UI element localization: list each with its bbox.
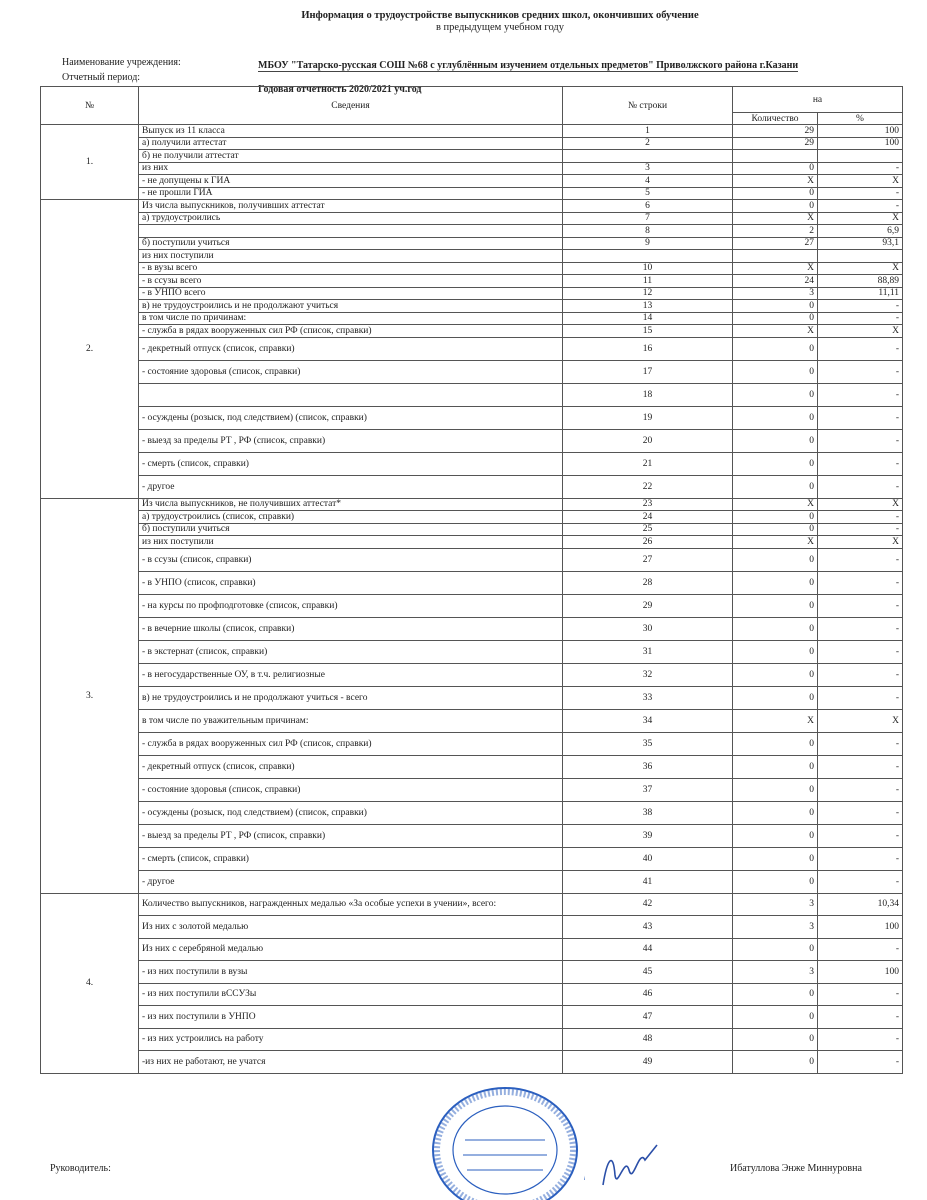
row-quantity: 0: [733, 663, 818, 686]
row-percent: -: [818, 429, 903, 452]
row-number: 36: [563, 755, 733, 778]
row-quantity: 0: [733, 983, 818, 1006]
row-quantity: 0: [733, 475, 818, 498]
table-row: [41, 275, 903, 288]
row-quantity: X: [733, 175, 818, 188]
row-description: - служба в рядах вооруженных сил РФ (список, справки): [139, 325, 563, 338]
row-percent: -: [818, 511, 903, 524]
row-quantity: X: [733, 709, 818, 732]
row-quantity: 24: [733, 275, 818, 288]
row-number: 26: [563, 536, 733, 549]
row-quantity: 0: [733, 801, 818, 824]
table-row: [41, 594, 903, 617]
row-number: [563, 250, 733, 263]
row-quantity: 3: [733, 961, 818, 984]
row-description: в) не трудоустроились и не продолжают учиться - всего: [139, 686, 563, 709]
row-quantity: 0: [733, 162, 818, 175]
period-value: Годовая отчетность 2020/2021 уч.год: [258, 84, 422, 95]
row-percent: -: [818, 801, 903, 824]
row-quantity: 0: [733, 824, 818, 847]
col-header-qty: Количество: [733, 113, 818, 125]
row-number: 1: [563, 125, 733, 138]
table-row: [41, 300, 903, 313]
row-number: 3: [563, 162, 733, 175]
row-percent: -: [818, 406, 903, 429]
row-quantity: 29: [733, 137, 818, 150]
row-percent: -: [818, 300, 903, 313]
row-quantity: 0: [733, 571, 818, 594]
row-number: 35: [563, 732, 733, 755]
row-percent: X: [818, 325, 903, 338]
row-number: 6: [563, 200, 733, 213]
row-quantity: 0: [733, 1051, 818, 1074]
row-percent: X: [818, 498, 903, 511]
director-name: Ибатуллова Энже Миннуровна: [730, 1163, 862, 1174]
row-number: 32: [563, 663, 733, 686]
row-description: Из них с серебряной медалью: [139, 938, 563, 961]
row-number: 21: [563, 452, 733, 475]
row-quantity: 3: [733, 893, 818, 916]
row-quantity: 2: [733, 225, 818, 238]
row-percent: 88,89: [818, 275, 903, 288]
section-number: 1.: [41, 125, 139, 200]
row-description: в) не трудоустроились и не продолжают учиться: [139, 300, 563, 313]
row-number: 33: [563, 686, 733, 709]
row-quantity: [733, 250, 818, 263]
table-row: [41, 617, 903, 640]
row-percent: 100: [818, 916, 903, 939]
table-row: [41, 360, 903, 383]
row-description: из них поступили: [139, 536, 563, 549]
table-row: [41, 523, 903, 536]
row-number: 40: [563, 847, 733, 870]
row-description: - не прошли ГИА: [139, 187, 563, 200]
row-description: -из них не работают, не учатся: [139, 1051, 563, 1074]
director-signature: [595, 1140, 665, 1195]
row-number: 28: [563, 571, 733, 594]
row-percent: 100: [818, 961, 903, 984]
row-description: - состояние здоровья (список, справки): [139, 778, 563, 801]
row-description: в том числе по причинам:: [139, 312, 563, 325]
row-quantity: [733, 150, 818, 163]
row-description: - в негосударственные ОУ, в т.ч. религиозные: [139, 663, 563, 686]
row-quantity: 0: [733, 640, 818, 663]
employment-table: [40, 86, 903, 1074]
row-number: 43: [563, 916, 733, 939]
table-row: [41, 175, 903, 188]
col-header-num: №: [41, 87, 139, 125]
row-quantity: X: [733, 498, 818, 511]
row-number: 47: [563, 1006, 733, 1029]
table-row: [41, 1028, 903, 1051]
row-description: - в УНПО всего: [139, 287, 563, 300]
table-row: [41, 640, 903, 663]
row-quantity: 0: [733, 429, 818, 452]
row-percent: -: [818, 686, 903, 709]
row-description: - в УНПО (список, справки): [139, 571, 563, 594]
row-description: - в ссузы всего: [139, 275, 563, 288]
row-quantity: 0: [733, 755, 818, 778]
row-description: - в ссузы (список, справки): [139, 548, 563, 571]
row-number: 19: [563, 406, 733, 429]
row-number: 34: [563, 709, 733, 732]
table-row: [41, 571, 903, 594]
row-quantity: 0: [733, 360, 818, 383]
row-description: - служба в рядах вооруженных сил РФ (список, справки): [139, 732, 563, 755]
row-number: 4: [563, 175, 733, 188]
table-row: [41, 663, 903, 686]
row-percent: [818, 150, 903, 163]
row-percent: -: [818, 870, 903, 893]
row-quantity: 0: [733, 617, 818, 640]
row-description: Из числа выпускников, не получивших аттестат*: [139, 498, 563, 511]
row-quantity: 27: [733, 237, 818, 250]
section-number: 4.: [41, 893, 139, 1073]
table-row: [41, 312, 903, 325]
row-quantity: 0: [733, 406, 818, 429]
table-row: [41, 548, 903, 571]
row-number: 17: [563, 360, 733, 383]
table-row: [41, 511, 903, 524]
row-number: 48: [563, 1028, 733, 1051]
row-number: 41: [563, 870, 733, 893]
row-percent: [818, 250, 903, 263]
row-number: 46: [563, 983, 733, 1006]
row-description: - другое: [139, 870, 563, 893]
table-row: [41, 824, 903, 847]
row-description: из них поступили: [139, 250, 563, 263]
row-percent: -: [818, 824, 903, 847]
row-percent: -: [818, 571, 903, 594]
row-percent: -: [818, 452, 903, 475]
table-row: [41, 983, 903, 1006]
table-row: [41, 916, 903, 939]
table-row: [41, 325, 903, 338]
row-percent: -: [818, 663, 903, 686]
row-description: Количество выпускников, награжденных медалью «За особые успехи в учении», всего:: [139, 893, 563, 916]
row-description: б) поступили учиться: [139, 237, 563, 250]
row-number: 24: [563, 511, 733, 524]
row-percent: 11,11: [818, 287, 903, 300]
school-stamp: [425, 1080, 585, 1200]
row-description: из них: [139, 162, 563, 175]
row-percent: -: [818, 755, 903, 778]
row-number: 30: [563, 617, 733, 640]
row-number: 2: [563, 137, 733, 150]
row-percent: 6,9: [818, 225, 903, 238]
row-quantity: 0: [733, 1028, 818, 1051]
row-percent: -: [818, 383, 903, 406]
row-percent: X: [818, 709, 903, 732]
col-header-info: Сведения: [139, 87, 563, 125]
table-row: [41, 1006, 903, 1029]
row-description: - в вузы всего: [139, 262, 563, 275]
row-description: - смерть (список, справки): [139, 452, 563, 475]
table-row: [41, 498, 903, 511]
row-description: б) не получили аттестат: [139, 150, 563, 163]
row-quantity: 0: [733, 383, 818, 406]
row-quantity: 0: [733, 548, 818, 571]
row-description: [139, 225, 563, 238]
row-quantity: 0: [733, 187, 818, 200]
row-number: 10: [563, 262, 733, 275]
table-row: [41, 406, 903, 429]
institution-value: МБОУ "Татарско-русская СОШ №68 с углублённым изучением отдельных предметов" Приволжского района г.Казани: [258, 60, 799, 71]
document-title-line2: в предыдущем учебном году: [435, 22, 565, 33]
row-number: 11: [563, 275, 733, 288]
table-row: [41, 337, 903, 360]
row-number: 42: [563, 893, 733, 916]
row-percent: 100: [818, 137, 903, 150]
row-description: - выезд за пределы РТ , РФ (список, справки): [139, 429, 563, 452]
row-percent: -: [818, 617, 903, 640]
row-description: Из числа выпускников, получивших аттестат: [139, 200, 563, 213]
row-number: 16: [563, 337, 733, 360]
row-quantity: 0: [733, 938, 818, 961]
row-percent: 100: [818, 125, 903, 138]
row-quantity: 0: [733, 452, 818, 475]
row-number: 14: [563, 312, 733, 325]
row-percent: -: [818, 938, 903, 961]
row-quantity: 0: [733, 523, 818, 536]
row-description: - не допущены к ГИА: [139, 175, 563, 188]
row-description: - выезд за пределы РТ , РФ (список, справки): [139, 824, 563, 847]
row-number: 38: [563, 801, 733, 824]
col-header-pct: %: [818, 113, 903, 125]
row-number: 8: [563, 225, 733, 238]
row-percent: -: [818, 983, 903, 1006]
institution-label: Наименование учреждения:: [62, 57, 181, 68]
row-percent: -: [818, 594, 903, 617]
table-row: [41, 237, 903, 250]
row-quantity: 0: [733, 732, 818, 755]
row-percent: -: [818, 337, 903, 360]
row-number: 20: [563, 429, 733, 452]
row-percent: -: [818, 162, 903, 175]
row-percent: X: [818, 175, 903, 188]
table-row: [41, 847, 903, 870]
row-description: - из них поступили в УНПО: [139, 1006, 563, 1029]
row-percent: -: [818, 1006, 903, 1029]
row-quantity: 0: [733, 312, 818, 325]
row-percent: -: [818, 847, 903, 870]
row-percent: X: [818, 212, 903, 225]
row-quantity: 0: [733, 337, 818, 360]
row-description: - из них устроились на работу: [139, 1028, 563, 1051]
table-row: [41, 212, 903, 225]
row-quantity: 0: [733, 870, 818, 893]
table-row: [41, 893, 903, 916]
table-row: [41, 1051, 903, 1074]
row-percent: -: [818, 732, 903, 755]
table-row: [41, 200, 903, 213]
row-number: 29: [563, 594, 733, 617]
row-quantity: X: [733, 325, 818, 338]
row-percent: -: [818, 778, 903, 801]
document-title-line1: Информация о трудоустройстве выпускников средних школ, окончивших обучение: [301, 10, 699, 21]
row-number: 44: [563, 938, 733, 961]
table-row: [41, 452, 903, 475]
row-percent: X: [818, 262, 903, 275]
table-row: [41, 961, 903, 984]
col-header-row: № строки: [563, 87, 733, 125]
row-description: - декретный отпуск (список, справки): [139, 337, 563, 360]
row-description: Выпуск из 11 класса: [139, 125, 563, 138]
row-percent: 93,1: [818, 237, 903, 250]
row-quantity: X: [733, 212, 818, 225]
row-quantity: 0: [733, 686, 818, 709]
row-number: 22: [563, 475, 733, 498]
table-row: [41, 755, 903, 778]
row-quantity: 0: [733, 594, 818, 617]
table-row: [41, 475, 903, 498]
row-quantity: 3: [733, 287, 818, 300]
row-percent: -: [818, 187, 903, 200]
row-number: 9: [563, 237, 733, 250]
row-description: а) трудоустроились (список, справки): [139, 511, 563, 524]
row-description: - смерть (список, справки): [139, 847, 563, 870]
table-row: [41, 709, 903, 732]
row-quantity: 0: [733, 778, 818, 801]
row-percent: -: [818, 1028, 903, 1051]
table-row: [41, 187, 903, 200]
row-number: 15: [563, 325, 733, 338]
row-percent: -: [818, 523, 903, 536]
row-percent: -: [818, 360, 903, 383]
table-row: [41, 125, 903, 138]
row-percent: X: [818, 536, 903, 549]
row-number: 39: [563, 824, 733, 847]
table-row: [41, 162, 903, 175]
table-row: [41, 801, 903, 824]
table-row: [41, 778, 903, 801]
row-description: - декретный отпуск (список, справки): [139, 755, 563, 778]
row-description: - состояние здоровья (список, справки): [139, 360, 563, 383]
col-header-na: на: [733, 87, 903, 113]
row-description: в том числе по уважительным причинам:: [139, 709, 563, 732]
row-number: 27: [563, 548, 733, 571]
table-row: [41, 732, 903, 755]
row-quantity: 0: [733, 511, 818, 524]
row-number: 7: [563, 212, 733, 225]
row-quantity: 0: [733, 1006, 818, 1029]
table-row: [41, 536, 903, 549]
row-description: а) получили аттестат: [139, 137, 563, 150]
row-quantity: 0: [733, 300, 818, 313]
row-quantity: 29: [733, 125, 818, 138]
row-quantity: X: [733, 536, 818, 549]
section-number: 3.: [41, 498, 139, 893]
row-percent: -: [818, 640, 903, 663]
row-description: - из них поступили вССУЗы: [139, 983, 563, 1006]
table-row: [41, 870, 903, 893]
table-row: [41, 383, 903, 406]
row-description: [139, 383, 563, 406]
table-row: [41, 429, 903, 452]
row-quantity: 0: [733, 847, 818, 870]
table-row: [41, 262, 903, 275]
row-quantity: 3: [733, 916, 818, 939]
section-number: 2.: [41, 200, 139, 499]
table-row: [41, 686, 903, 709]
row-description: - осуждены (розыск, под следствием) (список, справки): [139, 801, 563, 824]
row-number: 12: [563, 287, 733, 300]
row-description: - другое: [139, 475, 563, 498]
period-label: Отчетный период:: [62, 72, 141, 83]
table-row: [41, 150, 903, 163]
row-percent: -: [818, 475, 903, 498]
row-number: 18: [563, 383, 733, 406]
row-quantity: X: [733, 262, 818, 275]
row-quantity: 0: [733, 200, 818, 213]
table-row: [41, 287, 903, 300]
row-number: 25: [563, 523, 733, 536]
row-description: - из них поступили в вузы: [139, 961, 563, 984]
row-percent: 10,34: [818, 893, 903, 916]
row-percent: -: [818, 312, 903, 325]
row-percent: -: [818, 548, 903, 571]
row-description: б) поступили учиться: [139, 523, 563, 536]
row-percent: -: [818, 200, 903, 213]
row-number: 13: [563, 300, 733, 313]
row-number: 37: [563, 778, 733, 801]
director-label: Руководитель:: [50, 1163, 111, 1174]
row-description: - на курсы по профподготовке (список, справки): [139, 594, 563, 617]
table-row: [41, 938, 903, 961]
table-row: [41, 137, 903, 150]
row-number: [563, 150, 733, 163]
table-row: [41, 250, 903, 263]
row-description: - осуждены (розыск, под следствием) (список, справки): [139, 406, 563, 429]
row-description: а) трудоустроились: [139, 212, 563, 225]
row-percent: -: [818, 1051, 903, 1074]
row-number: 49: [563, 1051, 733, 1074]
row-number: 23: [563, 498, 733, 511]
row-number: 31: [563, 640, 733, 663]
row-description: Из них с золотой медалью: [139, 916, 563, 939]
row-description: - в экстернат (список, справки): [139, 640, 563, 663]
table-row: [41, 225, 903, 238]
row-description: - в вечерние школы (список, справки): [139, 617, 563, 640]
row-number: 45: [563, 961, 733, 984]
row-number: 5: [563, 187, 733, 200]
